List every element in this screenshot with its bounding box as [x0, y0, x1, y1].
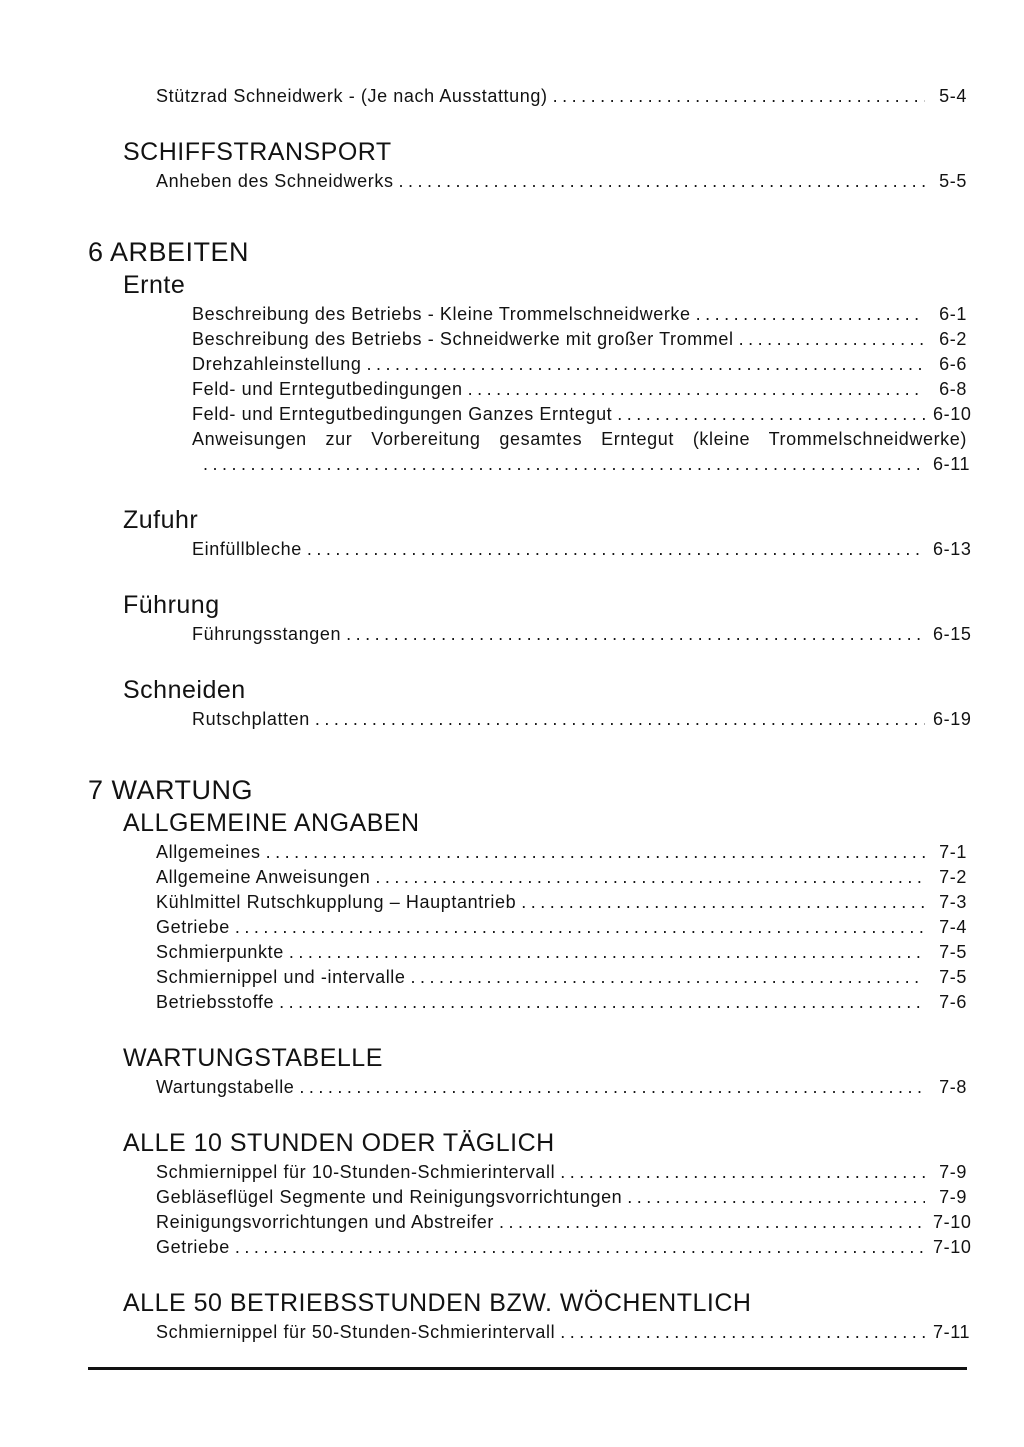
section-heading: Führung — [123, 591, 220, 619]
toc-entry — [88, 990, 967, 1015]
toc-entry-page-number: 6-6 — [939, 354, 967, 374]
chapter-heading: 6 ARBEITEN — [88, 237, 250, 267]
toc-entry — [88, 865, 967, 890]
toc-entry-title: Schmiernippel und -intervalle — [156, 967, 406, 987]
toc-entry-page-number: 6-15 — [933, 624, 972, 644]
dot-leader — [235, 915, 925, 940]
dot-leader — [617, 402, 925, 427]
toc-entry-page-number: 7-3 — [939, 892, 967, 912]
dot-leader — [696, 302, 925, 327]
toc-entry-page-number: 7-11 — [933, 1322, 971, 1342]
dot-leader — [289, 940, 925, 965]
dot-leader — [266, 840, 925, 865]
section-heading: ALLGEMEINE ANGABEN — [123, 809, 420, 837]
toc-entry — [88, 1075, 967, 1100]
toc-entry — [88, 1185, 967, 1210]
toc-entry — [88, 965, 967, 990]
section-heading: ALLE 50 BETRIEBSSTUNDEN BZW. WÖCHENTLICH — [123, 1289, 752, 1317]
dot-leader — [468, 377, 925, 402]
chapter-heading: 7 WARTUNG — [88, 775, 254, 805]
toc-entry-page-number: 6-13 — [933, 539, 972, 559]
toc-entry-page-number: 7-4 — [939, 917, 967, 937]
toc-entry-title: Feld- und Erntegutbedingungen Ganzes Erntegut — [192, 404, 613, 424]
section-heading: Schneiden — [123, 676, 246, 704]
toc-entry-title: Schmiernippel für 50-Stunden-Schmierintervall — [156, 1322, 556, 1342]
toc-entry-page-number: 5-5 — [939, 171, 967, 191]
footer-divider — [88, 1367, 967, 1370]
toc-entry-page-number: 7-10 — [933, 1212, 972, 1232]
toc-entry-page-number: 7-1 — [939, 842, 967, 862]
toc-entry-title: Reinigungsvorrichtungen und Abstreifer — [156, 1212, 494, 1232]
toc-entry-page-number: 6-2 — [939, 329, 967, 349]
dot-leader — [315, 707, 925, 732]
dot-leader — [560, 1320, 925, 1345]
dot-leader — [203, 452, 925, 477]
toc-entry-title: Feld- und Erntegutbedingungen — [192, 379, 463, 399]
toc-entry-page-number: 6-1 — [939, 304, 967, 324]
dot-leader — [499, 1210, 925, 1235]
table-of-contents — [88, 84, 972, 1345]
toc-entry-title: Schmierpunkte — [156, 942, 284, 962]
dot-leader — [346, 622, 925, 647]
toc-entry-page-number: 6-11 — [933, 454, 971, 474]
dot-leader — [553, 84, 925, 109]
toc-entry-title: Anheben des Schneidwerks — [156, 171, 394, 191]
dot-leader — [367, 352, 926, 377]
section-heading: SCHIFFSTRANSPORT — [123, 138, 392, 166]
toc-entry — [88, 169, 967, 194]
toc-entry-title: Anweisungen zur Vorbereitung gesamtes Erntegut (kleine Trommelschneidwerke) — [192, 429, 967, 449]
toc-entry-title: Beschreibung des Betriebs - Kleine Trommelschneidwerke — [192, 304, 691, 324]
toc-entry — [88, 890, 967, 915]
toc-entry — [88, 915, 967, 940]
toc-entry — [88, 1320, 971, 1345]
dot-leader — [307, 537, 925, 562]
dot-leader — [299, 1075, 925, 1100]
dot-leader — [560, 1160, 925, 1185]
toc-entry-title: Allgemeine Anweisungen — [156, 867, 371, 887]
toc-entry-page-number: 7-9 — [939, 1187, 967, 1207]
toc-entry — [88, 940, 967, 965]
dot-leader — [411, 965, 925, 990]
dot-leader — [627, 1185, 925, 1210]
toc-entry-title: Führungsstangen — [192, 624, 342, 644]
toc-entry-page-number: 5-4 — [939, 86, 967, 106]
toc-entry-continuation — [192, 452, 971, 477]
toc-entry-title: Stützrad Schneidwerk - (Je nach Ausstattung) — [156, 86, 548, 106]
toc-entry — [88, 427, 971, 477]
toc-entry-title: Getriebe — [156, 917, 230, 937]
toc-entry — [88, 622, 972, 647]
toc-entry-title: Drehzahleinstellung — [192, 354, 362, 374]
toc-entry-title: Betriebsstoffe — [156, 992, 275, 1012]
toc-entry-page-number: 7-8 — [939, 1077, 967, 1097]
toc-entry — [88, 1235, 972, 1260]
toc-entry — [88, 402, 972, 427]
dot-leader — [375, 865, 925, 890]
toc-entry — [88, 1160, 967, 1185]
toc-entry — [88, 1210, 972, 1235]
toc-entry — [88, 840, 967, 865]
toc-entry-page-number: 7-6 — [939, 992, 967, 1012]
section-heading: ALLE 10 STUNDEN ODER TÄGLICH — [123, 1129, 555, 1157]
section-heading: Ernte — [123, 271, 186, 299]
section-heading: Zufuhr — [123, 506, 199, 534]
toc-entry-title: Schmiernippel für 10-Stunden-Schmierintervall — [156, 1162, 556, 1182]
toc-entry-page-number: 7-5 — [939, 967, 967, 987]
toc-entry-page-number: 6-19 — [933, 709, 972, 729]
toc-entry-title: Getriebe — [156, 1237, 230, 1257]
toc-entry — [88, 352, 967, 377]
dot-leader — [521, 890, 925, 915]
dot-leader — [279, 990, 925, 1015]
toc-entry-page-number: 7-9 — [939, 1162, 967, 1182]
toc-entry — [88, 537, 972, 562]
toc-entry-title: Rutschplatten — [192, 709, 310, 729]
toc-entry — [88, 707, 972, 732]
section-heading: WARTUNGSTABELLE — [123, 1044, 383, 1072]
toc-entry-title: Gebläseflügel Segmente und Reinigungsvorrichtungen — [156, 1187, 623, 1207]
toc-entry-title: Einfüllbleche — [192, 539, 302, 559]
toc-entry-title: Beschreibung des Betriebs - Schneidwerke mit großer Trommel — [192, 329, 734, 349]
toc-entry-title: Wartungstabelle — [156, 1077, 295, 1097]
toc-entry-page-number: 7-5 — [939, 942, 967, 962]
toc-entry — [88, 377, 967, 402]
dot-leader — [235, 1235, 925, 1260]
toc-entry — [88, 84, 967, 109]
toc-entry-page-number: 7-10 — [933, 1237, 972, 1257]
toc-entry-title: Kühlmittel Rutschkupplung – Hauptantrieb — [156, 892, 517, 912]
toc-entry-page-number: 6-10 — [933, 404, 972, 424]
toc-entry-page-number: 6-8 — [939, 379, 967, 399]
toc-entry — [88, 302, 967, 327]
dot-leader — [399, 169, 925, 194]
dot-leader — [739, 327, 925, 352]
toc-entry — [88, 327, 967, 352]
toc-entry-page-number: 7-2 — [939, 867, 967, 887]
toc-entry-title: Allgemeines — [156, 842, 261, 862]
